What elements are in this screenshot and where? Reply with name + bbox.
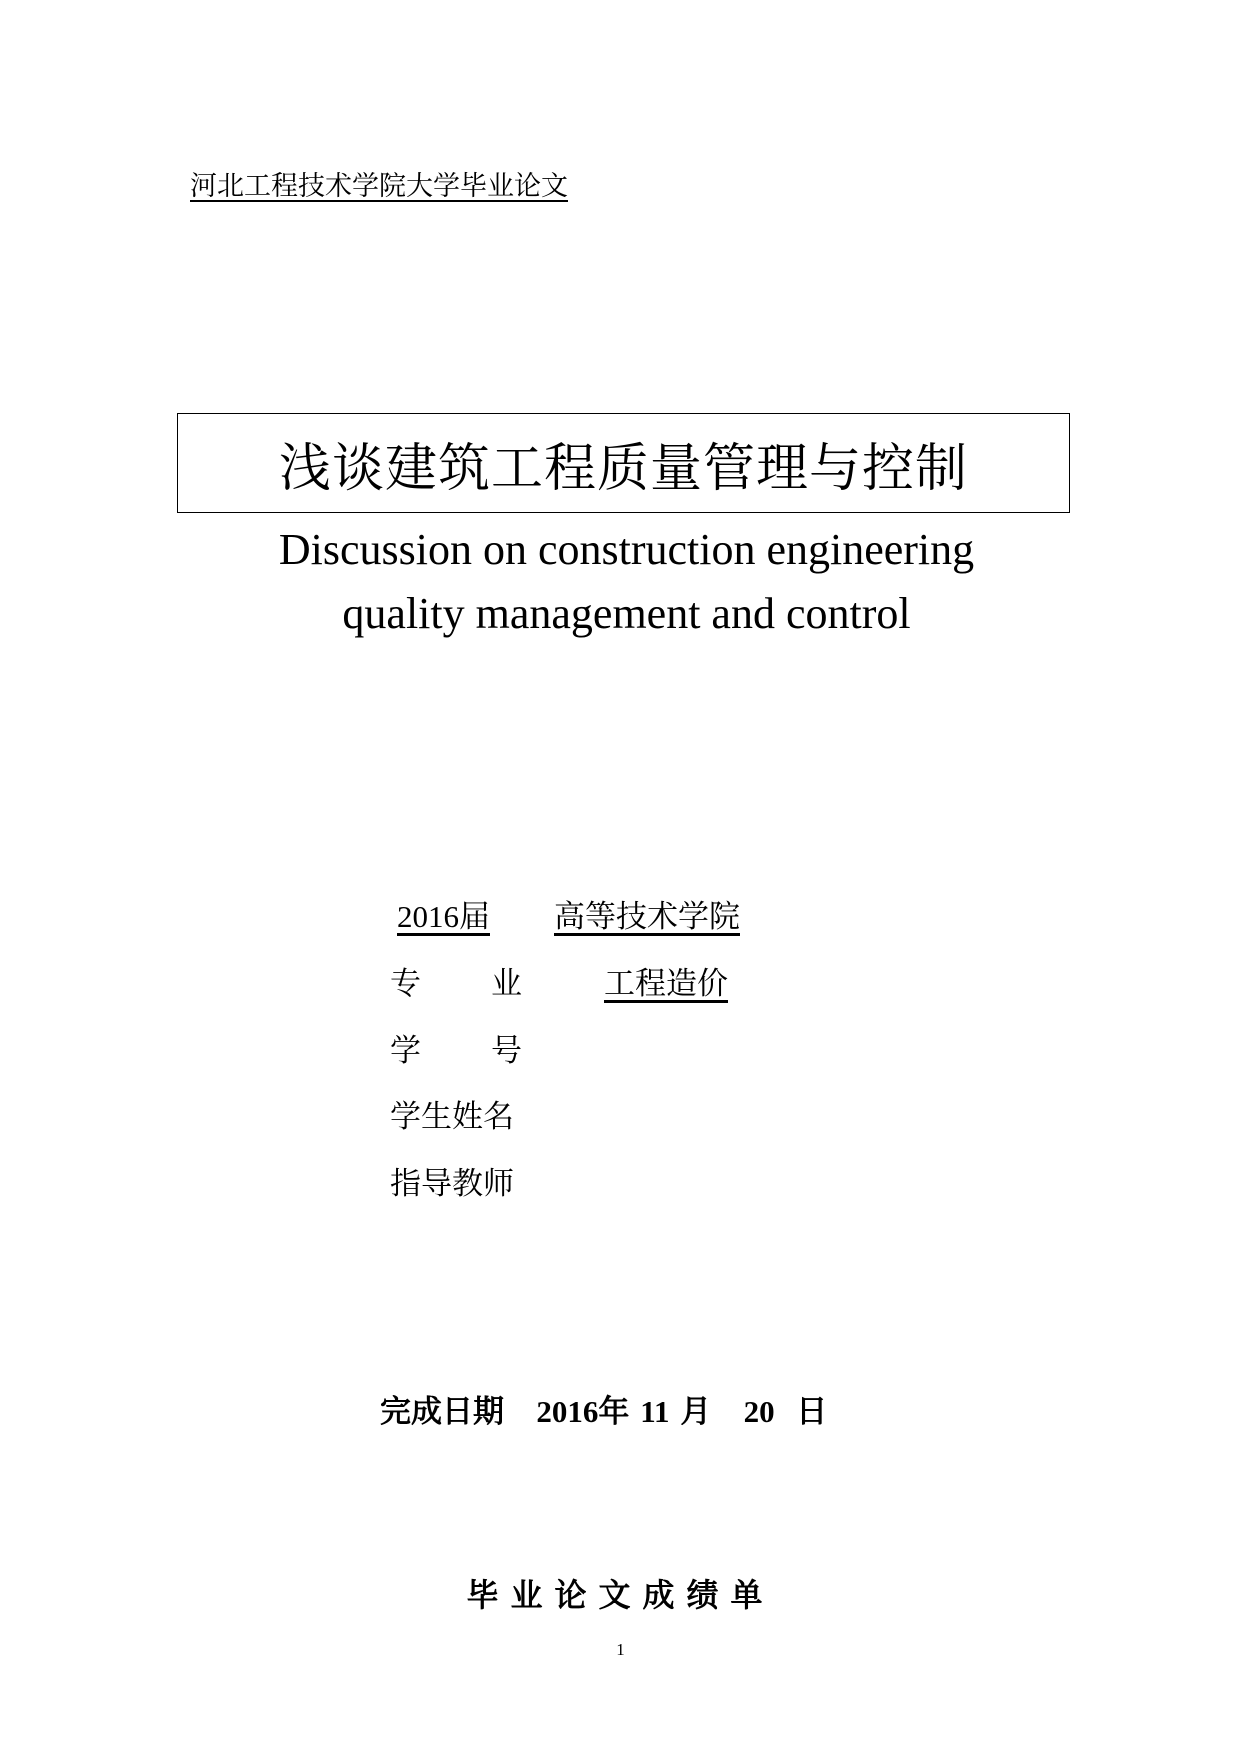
student-id-label-2: 号 xyxy=(491,1033,522,1069)
university-header: 河北工程技术学院大学毕业论文 xyxy=(190,171,568,202)
page-number: 1 xyxy=(616,1640,625,1659)
college-value: 高等技术学院 xyxy=(554,899,740,935)
completion-date-label: 完成日期 xyxy=(380,1394,504,1430)
major-value: 工程造价 xyxy=(604,966,728,1002)
completion-year: 2016 xyxy=(536,1394,599,1429)
title-box xyxy=(177,413,1070,513)
advisor-row xyxy=(390,1164,514,1204)
major-label-2: 业 xyxy=(491,966,522,1002)
thesis-title-english xyxy=(180,518,1073,646)
completion-day: 20 xyxy=(743,1394,775,1429)
major-label-1: 专 xyxy=(390,966,421,1002)
completion-day-unit: 日 xyxy=(796,1394,828,1430)
student-id-label-1: 学 xyxy=(390,1033,421,1069)
class-year-row xyxy=(397,897,740,937)
grade-sheet-title: 毕业论文成绩单 xyxy=(466,1576,775,1614)
class-year: 2016届 xyxy=(397,899,490,935)
student-name-row xyxy=(390,1097,514,1137)
thesis-title-chinese: 浅谈建筑工程质量管理与控制 xyxy=(278,438,968,499)
thesis-title-english-line1: Discussion on construction engineering xyxy=(278,525,975,574)
completion-month-unit: 月 xyxy=(680,1394,712,1430)
completion-date xyxy=(380,1392,827,1432)
advisor-label: 指导教师 xyxy=(390,1166,514,1202)
thesis-title-english-line2: quality management and control xyxy=(342,589,911,638)
completion-month: 11 xyxy=(640,1394,670,1429)
student-id-row xyxy=(390,1031,522,1071)
student-name-label: 学生姓名 xyxy=(390,1099,514,1135)
major-row xyxy=(390,964,728,1004)
completion-year-unit: 年 xyxy=(598,1394,630,1430)
